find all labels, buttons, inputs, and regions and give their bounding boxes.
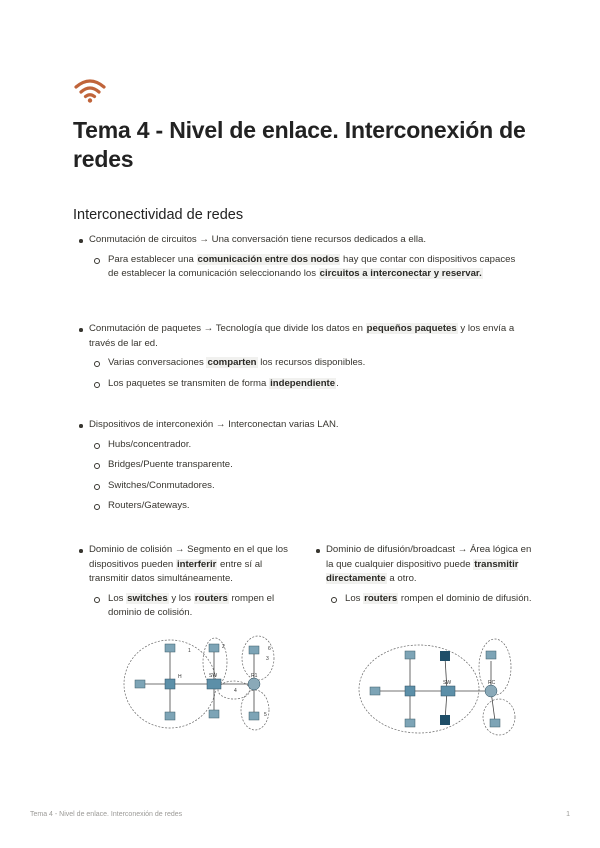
list-item: Los switches y los routers rompen el dominio de colisión. [89,592,304,621]
list-item: Conmutación de paquetes → Tecnología que divide los datos en pequeños paquetes y los envía a través de lar ed. Varias conversaciones comparten los recursos disponibles. Los paquetes se transmiten de forma independiente. [74,322,524,391]
list-item: Para establecer una comunicación entre dos nodos hay que contar con dispositivos capaces de establecer la comunicación seleccionando los circuitos a interconectar y reservar. [89,253,524,282]
hub-icon [405,686,415,696]
list-item: Los paquetes se transmiten de forma independiente. [89,377,524,392]
list-item: Dominio de colisión → Segmento en el que los dispositivos pueden interferir entre sí al transmitir datos simultáneamente. Los switches y los routers rompen el dominio de colisión. [74,543,304,621]
list-item: Switches/Conmutadores. [89,479,524,494]
circuit-switching-list [74,233,524,288]
computer-icon [370,651,500,727]
server-icon [440,715,450,725]
server-icon [440,651,450,661]
svg-text:4: 4 [234,688,237,694]
svg-text:3: 3 [266,656,269,662]
broadcast-domain-diagram [355,637,525,737]
list-item: Varias conversaciones comparten los recursos disponibles. [89,356,524,371]
hub-icon [165,679,175,689]
svg-text:2: 2 [222,644,225,650]
svg-text:RC: RC [488,680,496,686]
collision-domain-diagram [118,632,286,732]
devices-list [74,418,524,520]
page-number: 1 [566,811,570,818]
computer-icon [135,644,259,720]
svg-text:SW: SW [443,680,452,686]
list-item: Routers/Gateways. [89,499,524,514]
svg-text:5: 5 [264,712,267,718]
list-item: Dispositivos de interconexión → Interconectan varias LAN. Hubs/concentrador. Bridges/Puente transparente. Switches/Conmutadores. Routers/Gateways. [74,418,524,514]
page-title: Tema 4 - Nivel de enlace. Interconexión de redes [73,117,526,172]
wifi-icon [74,78,106,104]
svg-text:H: H [178,674,182,680]
list-item: Dominio de difusión/broadcast → Área lógica en la que cualquier dispositivo puede transmitir directamente a otro. Los routers rompen el dominio de difusión. [311,543,541,606]
router-icon [248,678,260,690]
section-heading: Interconectividad de redes [73,207,244,223]
packet-switching-list [74,322,524,397]
svg-text:6: 6 [268,646,271,652]
list-item: Hubs/concentrador. [89,438,524,453]
switch-icon [441,686,455,696]
collision-domain-list [74,543,304,627]
broadcast-domain-list [311,543,541,612]
router-icon [485,685,497,697]
svg-text:R1: R1 [251,673,258,679]
svg-text:1: 1 [188,648,191,654]
list-item: Conmutación de circuitos → Una conversación tiene recursos dedicados a ella. Para establecer una comunicación entre dos nodos hay que contar con dispositivos capaces de establecer la comunicación seleccionando los circuitos a interconectar y reservar. [74,233,524,282]
list-item: Bridges/Puente transparente. [89,458,524,473]
svg-text:SW: SW [209,673,218,679]
list-item: Los routers rompen el dominio de difusión. [326,592,541,607]
footer-title: Tema 4 - Nivel de enlace. Interconexión de redes [30,811,183,818]
switch-icon [207,679,221,689]
